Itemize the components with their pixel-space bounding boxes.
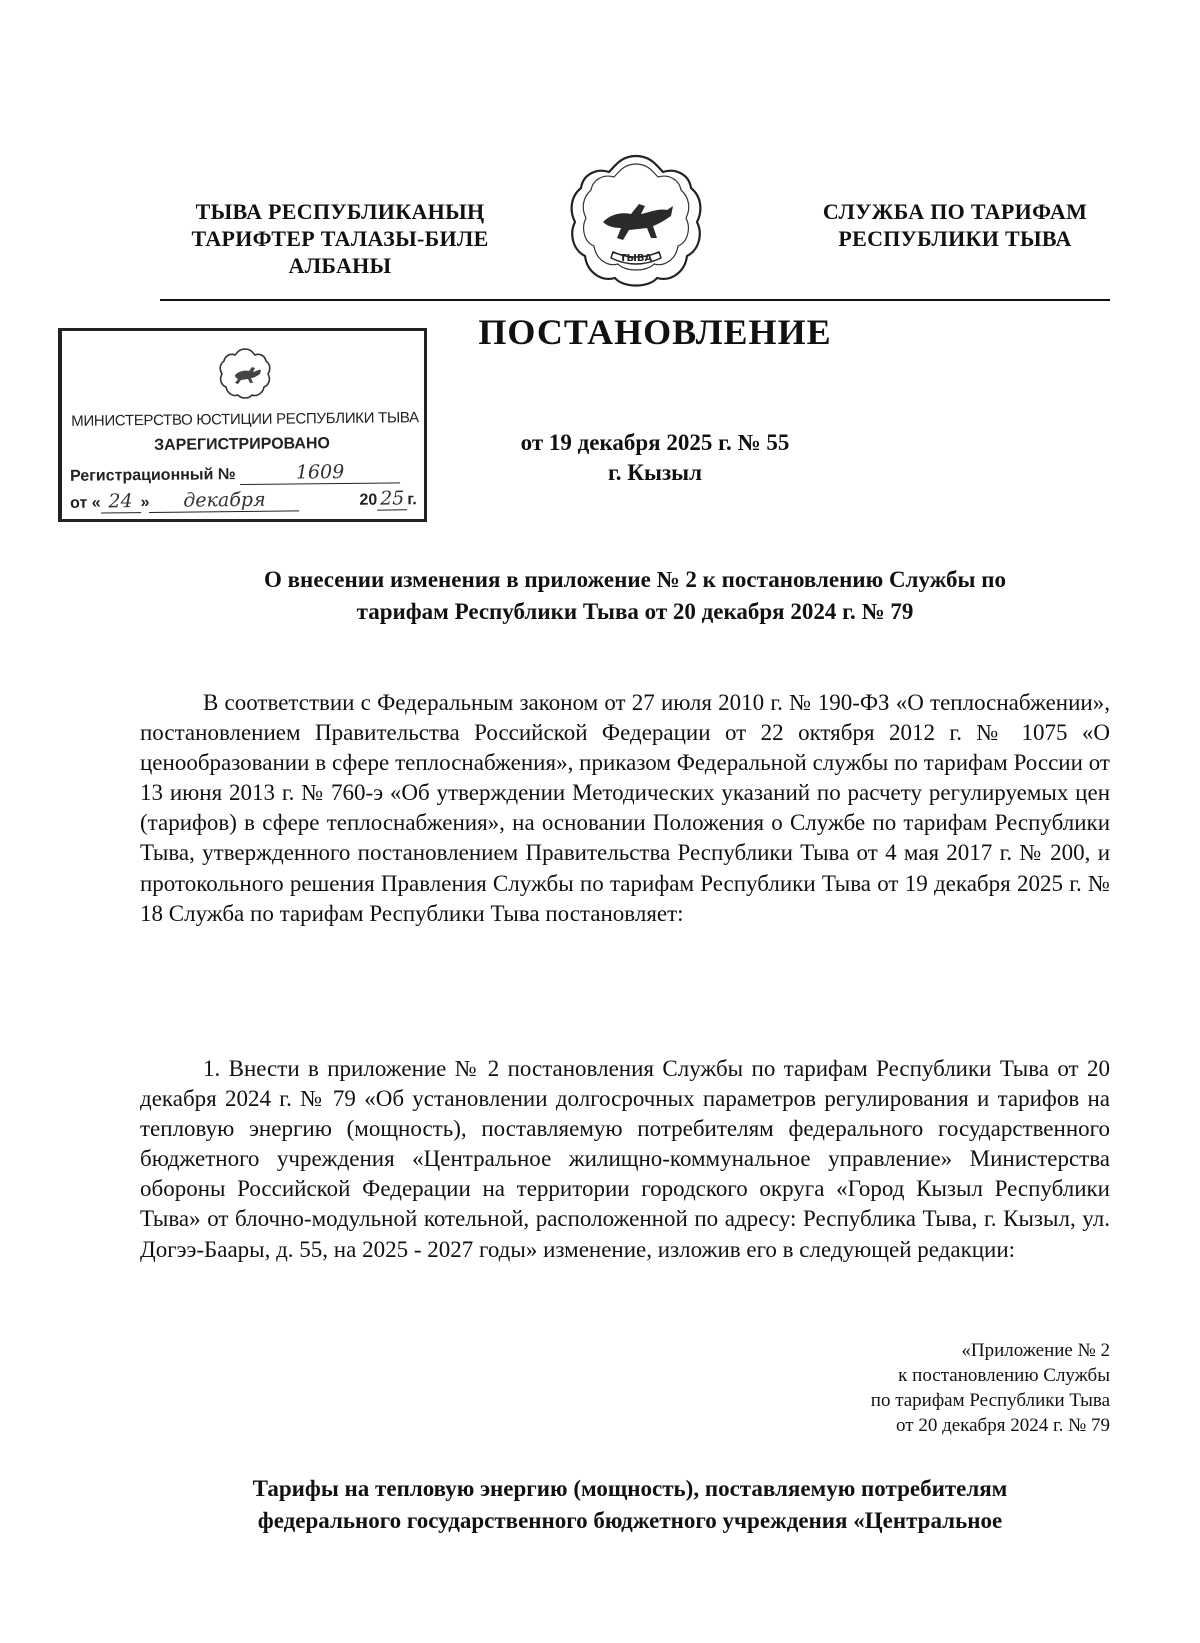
header-right-block <box>790 198 1120 252</box>
preamble-paragraph: В соответствии с Федеральным законом от 27 июля 2010 г. № 190-ФЗ «О теплоснабжении», постановлением Правительства Российской Федерации от 22 октября 2012 г. № 1075 «О ценообразовании в сфере теплоснабжения», приказом Федеральной службы по тарифам России от 13 июня 2013 г. № 760-э «Об утверждении Методических указаний по расчету регулируемых цен (тарифов) в сфере теплоснабжения», на основании Положения о Службе по тарифам Республики Тыва, утвержденного постановлением Правительства Республики Тыва от 4 мая 2017 г. № 200, и протокольного решения Правления Службы по тарифам Республики Тыва от 19 декабря 2025 г. № 18 Служба по тарифам Республики Тыва постановляет: <box>140 690 1110 926</box>
tariff-heading-line: федерального государственного бюджетного учреждения «Центральное <box>257 1508 1003 1533</box>
stamp-date-year-suffix: 25 <box>377 487 407 510</box>
title-line: тарифам Республики Тыва от 20 декабря 2024 г. № 79 <box>356 599 914 624</box>
emblem-text: ТЫВА <box>619 253 653 264</box>
header-right-line: СЛУЖБА ПО ТАРИФАМ <box>822 199 1088 224</box>
header-left-block <box>160 198 520 279</box>
tariff-heading-line: Тарифы на тепловую энергию (мощность), поставляемую потребителям <box>252 1476 1008 1501</box>
header-divider <box>160 299 1110 301</box>
appendix-line: от 20 декабря 2024 г. № 79 <box>896 1415 1110 1436</box>
stamp-date-quote: » <box>140 494 150 512</box>
stamp-reg-label: Регистрационный № <box>69 466 236 485</box>
header-right-line: РЕСПУБЛИКИ ТЫВА <box>838 226 1072 251</box>
appendix-line: к постановлению Службы <box>898 1365 1110 1386</box>
stamp-date <box>70 487 420 514</box>
stamp-date-month: декабря <box>149 488 299 513</box>
registration-stamp <box>58 328 427 522</box>
stamp-registration-number <box>70 460 420 487</box>
stamp-status: ЗАРЕГИСТРИРОВАНО <box>154 435 330 454</box>
document-date-number: от 19 декабря 2025 г. № 55 <box>520 430 790 455</box>
document-city: г. Кызыл <box>607 460 703 485</box>
tuva-emblem <box>561 148 711 298</box>
tariff-heading <box>150 1473 1110 1537</box>
document-title <box>160 564 1110 628</box>
header-left-line: ТАРИФТЕР ТАЛАЗЫ-БИЛЕ <box>191 226 489 251</box>
stamp-date-prefix: от « <box>69 494 101 512</box>
title-line: О внесении изменения в приложение № 2 к постановлению Службы по <box>264 567 1006 592</box>
header-left-line: АЛБАНЫ <box>288 253 392 278</box>
appendix-reference <box>700 1338 1110 1438</box>
appendix-line: по тарифам Республики Тыва <box>870 1390 1110 1411</box>
item-1-paragraph: 1. Внести в приложение № 2 постановления Службы по тарифам Республики Тыва от 20 декабря 2024 г. № 79 «Об установлении долгосрочных параметров регулирования и тарифов на тепловую энергию (мощность), поставляемую потребителям федерального государственного бюджетного учреждения «Центральное жилищно-коммунальное управление» Министерства обороны Российской Федерации на территории городского округа «Город Кызыл Республики Тыва» от блочно-модульной котельной, расположенной по адресу: Республика Тыва, г. Кызыл, ул. Догээ-Баары, д. 55, на 2025 - 2027 годы» изменение, изложив его в следующей редакции: <box>140 1056 1110 1262</box>
stamp-emblem-icon <box>217 345 273 401</box>
stamp-date-suffix: г. <box>407 491 417 509</box>
stamp-reg-number: 1609 <box>240 460 400 485</box>
horse-rider-icon <box>603 204 673 240</box>
document-type: ПОСТАНОВЛЕНИЕ <box>478 312 832 352</box>
stamp-date-year-prefix: 20 <box>359 491 378 509</box>
header-left-line: ТЫВА РЕСПУБЛИКАНЫҢ <box>195 199 485 224</box>
appendix-line: «Приложение № 2 <box>961 1340 1110 1361</box>
stamp-date-day: 24 <box>100 490 140 513</box>
stamp-ministry: МИНИСТЕРСТВО ЮСТИЦИИ РЕСПУБЛИКИ ТЫВА <box>71 409 419 430</box>
